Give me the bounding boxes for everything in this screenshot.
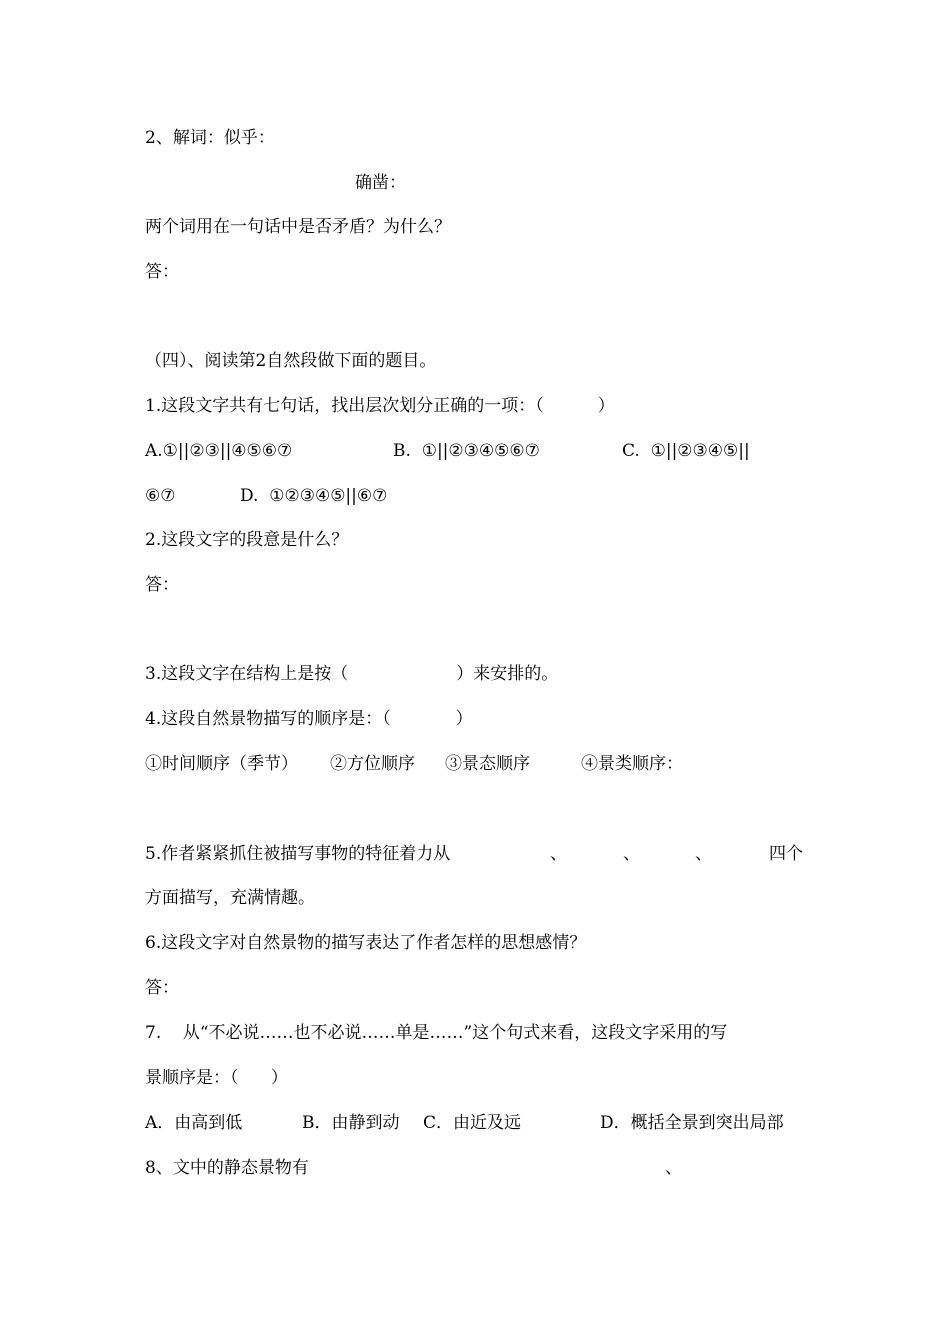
q4-choices-row xyxy=(145,752,825,776)
option-b: B. ①||②③④⑤⑥⑦ xyxy=(393,441,540,461)
q5-features-row xyxy=(145,842,825,866)
answer-label: 答： xyxy=(145,978,179,998)
option-a: A.①||②③||④⑤⑥⑦ xyxy=(145,441,293,461)
q2-define-words: 2、解词：似乎： xyxy=(145,128,275,148)
q7-option-d: D．概括全景到突出局部 xyxy=(600,1113,784,1133)
choice-state-order: ③景态顺序 xyxy=(445,754,530,774)
q7-options-row xyxy=(145,1111,825,1135)
q5-blank-sep-2: 、 xyxy=(623,844,640,864)
choice-time-order: ①时间顺序（季节） xyxy=(145,754,298,774)
answer-label: 答： xyxy=(145,262,179,282)
q4-description-order: 4.这段自然景物描写的顺序是：（ ） xyxy=(145,709,473,729)
q1-layer-division: 1.这段文字共有七句话，找出层次划分正确的一项：（ ） xyxy=(145,396,615,416)
q2-contradiction-question: 两个词用在一句话中是否矛盾？为什么？ xyxy=(145,217,451,237)
option-c-cont: ⑥⑦ xyxy=(145,486,176,506)
q7-option-c: C．由近及远 xyxy=(423,1113,522,1133)
option-d: D. ①②③④⑤||⑥⑦ xyxy=(240,486,388,506)
option-c: C. ①||②③④⑤|| xyxy=(622,441,750,461)
q5-continuation: 方面描写，充满情趣。 xyxy=(145,888,315,908)
word-queza: 确凿： xyxy=(355,173,406,193)
answer-label: 答： xyxy=(145,575,179,595)
q8-static-scenery-row xyxy=(145,1156,825,1180)
choice-direction-order: ②方位顺序 xyxy=(330,754,415,774)
q2-paragraph-meaning: 2.这段文字的段意是什么？ xyxy=(145,530,349,550)
q8-blank-sep: 、 xyxy=(665,1158,682,1178)
section-four-heading: （四）、阅读第2自然段做下面的题目。 xyxy=(145,351,437,371)
q3-structure: 3.这段文字在结构上是按（ ）来安排的。 xyxy=(145,664,559,684)
q1-options-row xyxy=(145,439,825,463)
q5-text-end: 四个 xyxy=(769,844,803,864)
q7-option-a: A．由高到低 xyxy=(145,1113,243,1133)
q7-sentence-pattern: 7. 从“不必说……也不必说……单是……”这个句式来看，这段文字采用的写 xyxy=(145,1023,728,1043)
q7-continuation: 景顺序是：（ ） xyxy=(145,1068,288,1088)
q5-text: 5.作者紧紧抓住被描写事物的特征着力从 xyxy=(145,844,451,864)
q8-text: 8、文中的静态景物有 xyxy=(145,1158,309,1178)
q1-options-row-2 xyxy=(145,484,825,508)
q5-blank-sep-1: 、 xyxy=(550,844,567,864)
choice-type-order: ④景类顺序： xyxy=(581,754,683,774)
q7-option-b: B．由静到动 xyxy=(302,1113,400,1133)
q5-blank-sep-3: 、 xyxy=(695,844,712,864)
q6-feelings: 6.这段文字对自然景物的描写表达了作者怎样的思想感情？ xyxy=(145,933,587,953)
